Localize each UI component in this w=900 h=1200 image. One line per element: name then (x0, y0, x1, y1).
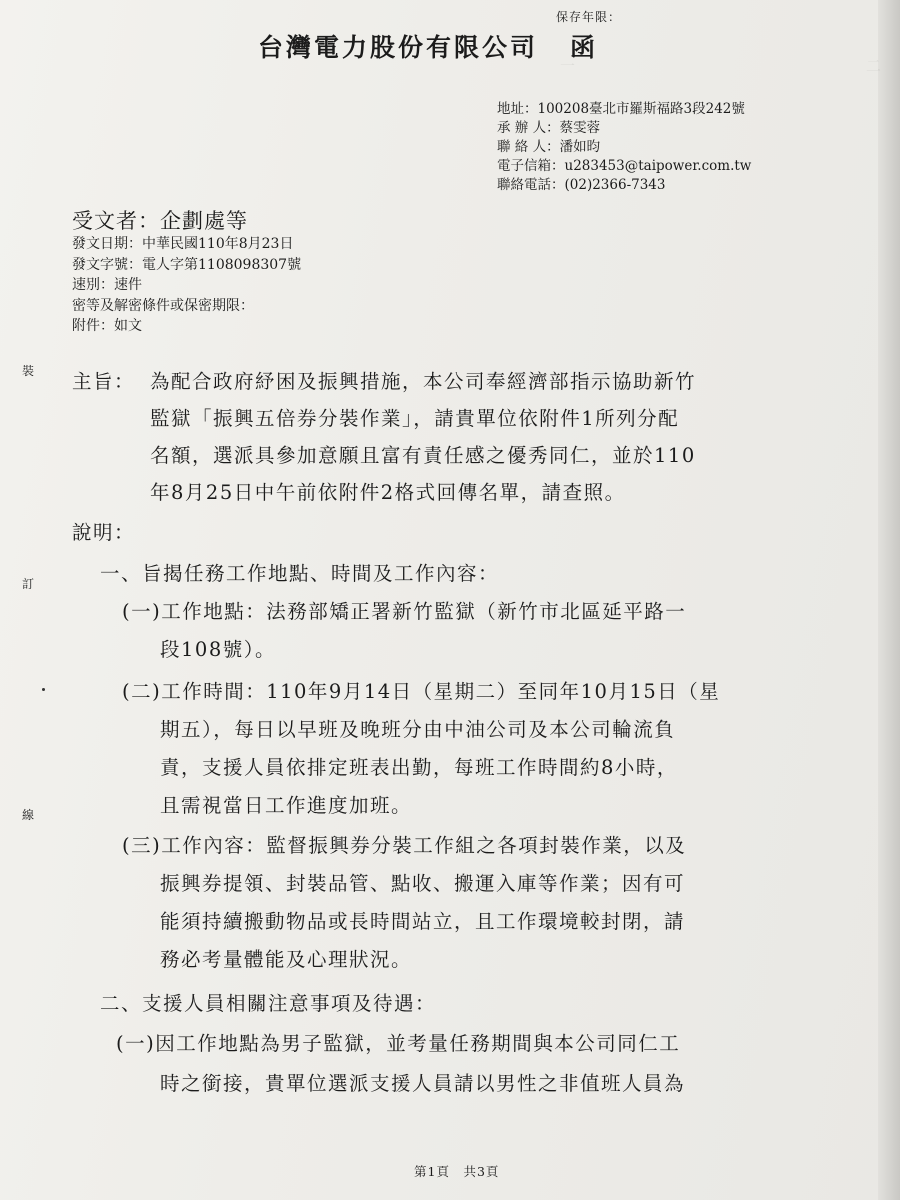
letter-title (258, 28, 598, 64)
section-heading: 二、支援人員相關注意事項及待遇： (100, 992, 437, 1015)
issue-date: 發文日期：中華民國110年8月23日 (72, 236, 294, 252)
subject-line: 為配合政府紓困及振興措施，本公司奉經濟部指示協助新竹 (150, 370, 697, 393)
item-line: (二)工作時間：110年9月14日（星期二）至同年10月15日（星 (122, 680, 721, 703)
item-line: 振興券提領、封裝品管、點收、搬運入庫等作業；因有可 (160, 872, 686, 895)
item-line: (三)工作內容：監督振興券分裝工作組之各項封裝作業，以及 (122, 834, 687, 857)
item-line: 務必考量體能及心理狀況。 (160, 948, 413, 971)
contact-block (497, 100, 751, 195)
margin-dot (42, 688, 45, 691)
document-number: 發文字號：電人字第1108098307號 (72, 256, 302, 273)
subject-line: 監獄「振興五倍券分裝作業」，請貴單位依附件1所列分配 (150, 407, 680, 430)
recipient: 受文者：企劃處等 (72, 209, 248, 233)
letter-type: 函 (570, 33, 599, 62)
binding-mark: 線 (22, 808, 35, 822)
item-line: 時之銜接，貴單位選派支援人員請以男性之非值班人員為 (160, 1072, 686, 1095)
item-line: 期五），每日以早班及晚班分由中油公司及本公司輪流負 (160, 718, 676, 741)
item-line: 且需視當日工作進度加班。 (160, 794, 413, 817)
delivery-speed: 速別：速件 (72, 277, 142, 293)
binding-mark: 裝 (22, 364, 35, 378)
company-name: 台灣電力股份有限公司 (258, 33, 539, 62)
subject-line: 名額，選派具參加意願且富有責任感之優秀同仁，並於110 (150, 444, 696, 467)
attachment: 附件：如文 (72, 318, 142, 334)
page-number: 第1頁 共3頁 (414, 1164, 500, 1179)
contact-phone: 聯絡電話：(02)2366-7343 (497, 177, 666, 193)
binding-mark: 訂 (22, 577, 35, 591)
subject-line: 年8月25日中午前依附件2格式回傳名單，請查照。 (150, 481, 626, 504)
contact-address: 地址：100208臺北市羅斯福路3段242號 (497, 101, 745, 117)
contact-person: 聯 絡 人：潘如昀 (497, 139, 601, 155)
item-line: (一)工作地點：法務部矯正署新竹監獄（新竹市北區延平路一 (122, 600, 687, 623)
explanation-label: 說明： (72, 521, 136, 544)
retention-period: 保存年限： (556, 10, 622, 24)
bleed-through-text (560, 215, 866, 236)
page-edge-shadow (878, 0, 900, 1200)
contact-handler: 承 辦 人：蔡雯蓉 (497, 120, 601, 136)
bleed-through-text: 一 二 (560, 57, 884, 75)
document-meta (72, 234, 301, 337)
section-heading: 一、旨揭任務工作地點、時間及工作內容： (100, 562, 500, 585)
contact-email: 電子信箱：u283453@taipower.com.tw (497, 158, 752, 174)
subject-label: 主旨： (72, 370, 136, 393)
item-line: 能須持續搬動物品或長時間站立，且工作環境較封閉，請 (160, 910, 686, 933)
item-line: (一)因工作地點為男子監獄，並考量任務期間與本公司同仁工 (116, 1032, 681, 1055)
confidentiality: 密等及解密條件或保密期限： (72, 297, 254, 314)
item-line: 段108號）。 (160, 638, 276, 661)
item-line: 責，支援人員依排定班表出勤，每班工作時間約8小時， (160, 756, 678, 779)
